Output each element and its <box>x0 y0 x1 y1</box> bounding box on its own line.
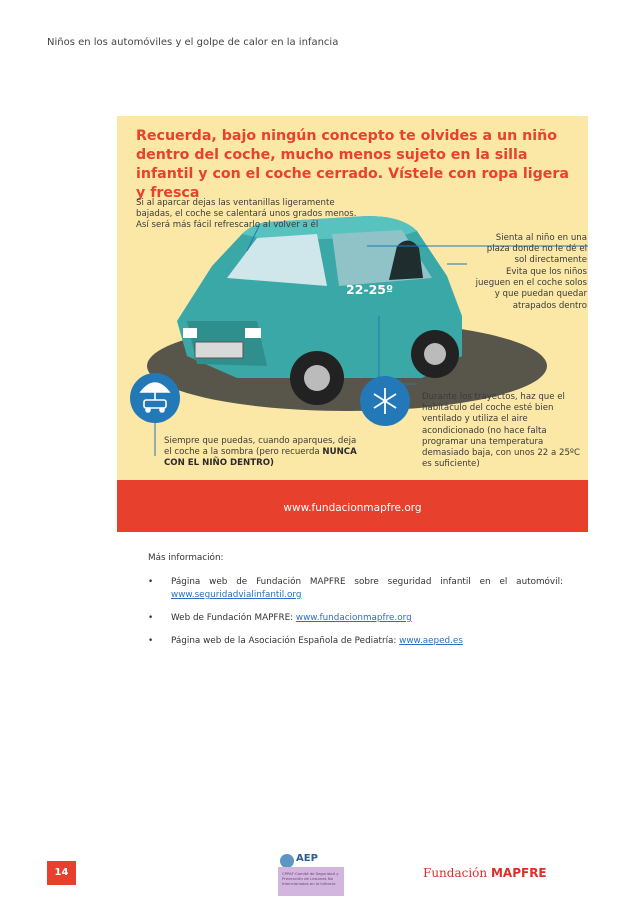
bullet-icon: • <box>148 613 154 623</box>
list-item <box>148 612 563 625</box>
page-number: 14 <box>47 861 76 885</box>
more-info-list <box>148 576 563 658</box>
car-headlight-left <box>183 328 197 338</box>
aep-logo <box>274 852 344 896</box>
list-item-text: Página web de Fundación MAPFRE sobre seguridad infantil en el automóvil: <box>171 577 563 587</box>
car-grille <box>195 342 243 358</box>
wheel-front-hub <box>304 365 330 391</box>
tip-windows: Si al aparcar dejas las ventanillas ligeramente bajadas, el coche se calentará unos grados menos. Así será más fácil refrescarlo al volver a él <box>136 198 357 231</box>
tip-shade-text: Siempre que puedas, cuando aparques, deja el coche a la sombra (pero recuerda <box>164 436 357 458</box>
list-item <box>148 635 563 648</box>
tip-seat: Sienta al niño en una plaza donde no le dé el sol directamente <box>486 233 587 266</box>
tip-shade-bold: NUNCA CON EL NIÑO DENTRO) <box>164 447 357 469</box>
bullet-icon: • <box>148 577 154 587</box>
bullet-icon: • <box>148 636 154 646</box>
aep-logo-text: AEP <box>296 853 318 864</box>
aep-emblem-icon <box>280 854 294 868</box>
tip-air-conditioning: Durante los trayectos, haz que el habitáculo del coche esté bien ventilado y utiliza el aire acondicionado (no hace falta programar una temperatura demasiado baja, con unos 22 a 25ºC es suficiente) <box>422 392 580 470</box>
heat-safety-infographic <box>117 116 588 480</box>
link-aeped[interactable]: www.aeped.es <box>399 636 463 646</box>
list-item <box>148 576 563 602</box>
mapfre-logo-fundacion: Fundación <box>423 866 488 880</box>
list-item-text: Web de Fundación MAPFRE: <box>171 613 296 623</box>
wheel-rear-hub <box>424 343 446 365</box>
more-info-heading: Más información: <box>148 553 224 563</box>
web-bar-url[interactable]: www.fundacionmapfre.org <box>283 502 422 514</box>
web-bar <box>117 480 588 532</box>
tip-shade <box>164 436 364 470</box>
aep-subtitle: CPPAF Comité de Seguridad y Prevención de Lesiones No Intencionadas en la Infancia <box>282 871 339 886</box>
running-header: Niños en los automóviles y el golpe de calor en la infancia <box>47 37 339 48</box>
car-headlight-right <box>245 328 261 338</box>
temperature-label: 22-25º <box>346 282 394 297</box>
tip-play: Evita que los niños jueguen en el coche solos y que puedan quedar atrapados dentro <box>475 267 587 311</box>
infographic-title: Recuerda, bajo ningún concepto te olvides a un niño dentro del coche, mucho menos sujeto en la silla infantil y con el coche cerrado. Vístele con ropa ligera y fresca <box>136 128 569 201</box>
link-seguridadvialinfantil[interactable]: www.seguridadvialinfantil.org <box>171 590 302 600</box>
mapfre-logo-brand: MAPFRE <box>490 866 547 880</box>
list-item-text: Página web de la Asociación Española de Pediatría: <box>171 636 400 646</box>
fundacion-mapfre-logo <box>423 866 547 880</box>
link-fundacionmapfre[interactable]: www.fundacionmapfre.org <box>295 613 412 623</box>
